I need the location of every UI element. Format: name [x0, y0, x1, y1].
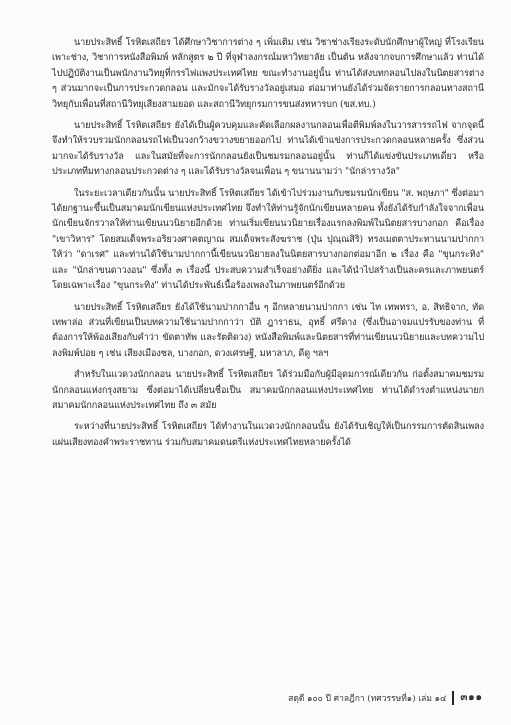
paragraph-1: นายประสิทธิ์ โรหิตเสถียร ได้ศึกษาวิชาการต่าง ๆ เพิ่มเติม เช่น วิชาช่างเรียงระดับนักศึกษาผู้ใหญ่ ที่โรงเรียนเพาะช่าง, วิชาการหนังสือพิมพ์ หลักสูตร ๒ ปี ที่จุฬาลงกรณ์มหาวิทยาลัย เป็นต้น หลังจากจบการศึกษาแล้ว ท่านได้ไปปฏิบัติงานเป็นพนักงานวิทยุที่กรรไฟแพงประเทศไทย ขณะทำงานอยู่นั้น ท่านได้ส่งบทกลอนไปลงในนิตยสารต่าง ๆ ส่วนมากจะเป็นการประกวดกลอน และมักจะได้รับรางวัลอยู่เสมอ ต่อมาท่านยังได้ร่วมจัดรายการกลอนทางสถานีวิทยุกับเพื่อนที่สถานีวิทยุเสียงสามยอด และสถานีวิทยุกรมการขนส่งทหารบก (ขส.ทบ.) [52, 38, 484, 110]
paragraph-3: ในระยะเวลาเดียวกันนั้น นายประสิทธิ์ โรหิตเสถียร ได้เข้าไปร่วมงานกับชมรมนักเขียน "ส. พฤษภา" ซึ่งต่อมาได้ยกฐานะขึ้นเป็นสมาคมนักเขียนแห่งประเทศไทย จึงทำให้ท่านรู้จักนักเขียนหลายคน ทั้งยังได้รับกำลังใจจากเพื่อนนักเขียนจักรวาลให้ท่านเขียนนวนิยายอีกด้วย ท่านเริ่มเขียนนวนิยายเรื่องแรกลงพิมพ์ในนิตยสารบางกอก คือเรื่อง "เขาวิหาร" โดยสมเด็จพระอริยวงศาคตญาณ สมเด็จพระสังฆราช (ปุ่น ปุณฺณสิริ) ทรงเมตตาประทานนามปากกาให้ว่า "ดาเรศ" และท่านได้ใช้นามปากกานี้เขียนนวนิยายลงในนิตยสารบางกอกต่อมาอีก ๒ เรื่อง คือ "ขุนกระทิง" และ "นักล่าขนดาวงอน" ซึ่งทั้ง ๓ เรื่องนี้ ประสบความสำเร็จอย่างดียิ่ง และได้นำไปสร้างเป็นละครและภาพยนตร์โดยเฉพาะเรื่อง "ขุนกระทิง" ท่านได้ประพันธ์เนื้อร้องเพลงในภาพยนตร์อีกด้วย [52, 188, 485, 292]
page-footer [288, 690, 483, 705]
paragraph-5: สำหรับในแวดวงนักกลอน นายประสิทธิ์ โรหิตเสถียร ได้ร่วมมือกับผู้มีอุดมการณ์เดียวกัน ก่อตั้งสมาคมชมรมนักกลอนแห่งกรุงสยาม ซึ่งต่อมาได้เปลี่ยนชื่อเป็น สมาคมนักกลอนแห่งประเทศไทย ท่านได้ดำรงตำแหน่งนายกสมาคมนักกลอนแห่งประเทศไทย ถึง ๓ สมัย [52, 370, 484, 411]
paragraph-4: นายประสิทธิ์ โรหิตเสถียร ยังได้ใช้นามปากกาอื่น ๆ อีกหลายนามปากกา เช่น ไท เทพทรา, อ. สิทธิจาก, ทัด เทพาล่อ ส่วนที่เขียนเป็นบทความใช้นามปากกาว่า บัติ ฎาราธน, อุทธิ์ ศรีดาง (ซึ่งเป็นอาจมแปรรับของท่าน ที่ต้องการให้พ้องเสียงกับคำว่า ขัดตาทัพ และรัตติดวง) หนังสือพิมพ์และนิตยสารที่ท่านเขียนนวนิยายและบทความไปลงพิมพ์บ่อย ๆ เช่น เสียงเมืองชล, บางกอก, ดวงเศรษฐี, มหาลาภ, ดีดู ฯลฯ [52, 302, 484, 359]
publication-title: สดุดี ๑๐๐ ปี ศาลฎีกา (ทศวรรษที่๑) เล่ม ๑๔ [288, 693, 447, 704]
page-number: ๓๑๑ [460, 692, 483, 703]
paragraph-2: นายประสิทธิ์ โรหิตเสถียร ยังได้เป็นผู้ควบคุมและคัดเลือกผลงานกลอนเพื่อตีพิมพ์ลงในวารสารรถไฟ จากจุดนี้จึงทำให้รวบรวมนักกลอนรถไฟเป็นวงกว้างขวางขยายออกไป ท่านได้เข้าแข่งการประกวดกลอนหลายครั้ง ซึ่งส่วนมากจะได้รับรางวัล และในสมัยที่จะการนักกลอนยังเป็นชมรมกลอนอยู่นั้น ท่านก็ได้แข่งขันประเภทเดี่ยว หรือประเภททีมทางกลอนประกวดต่าง ๆ และได้รับรางวัลจนเพื่อน ๆ ขนานนามว่า "นักล่ารางวัล" [52, 121, 484, 178]
paragraph-6: ระหว่างที่นายประสิทธิ์ โรหิตเสถียร ได้ทำงานในแวดวงนักกลอนนั้น ยังได้รับเชิญให้เป็นกรรมการตัดสินเพลงแผ่นเสียงทองคำพระราชทาน ร่วมกับสมาคมดนตรีแห่งประเทศไทยหลายครั้งได้ [52, 422, 484, 448]
footer-divider [452, 691, 454, 705]
body-text [52, 36, 484, 451]
